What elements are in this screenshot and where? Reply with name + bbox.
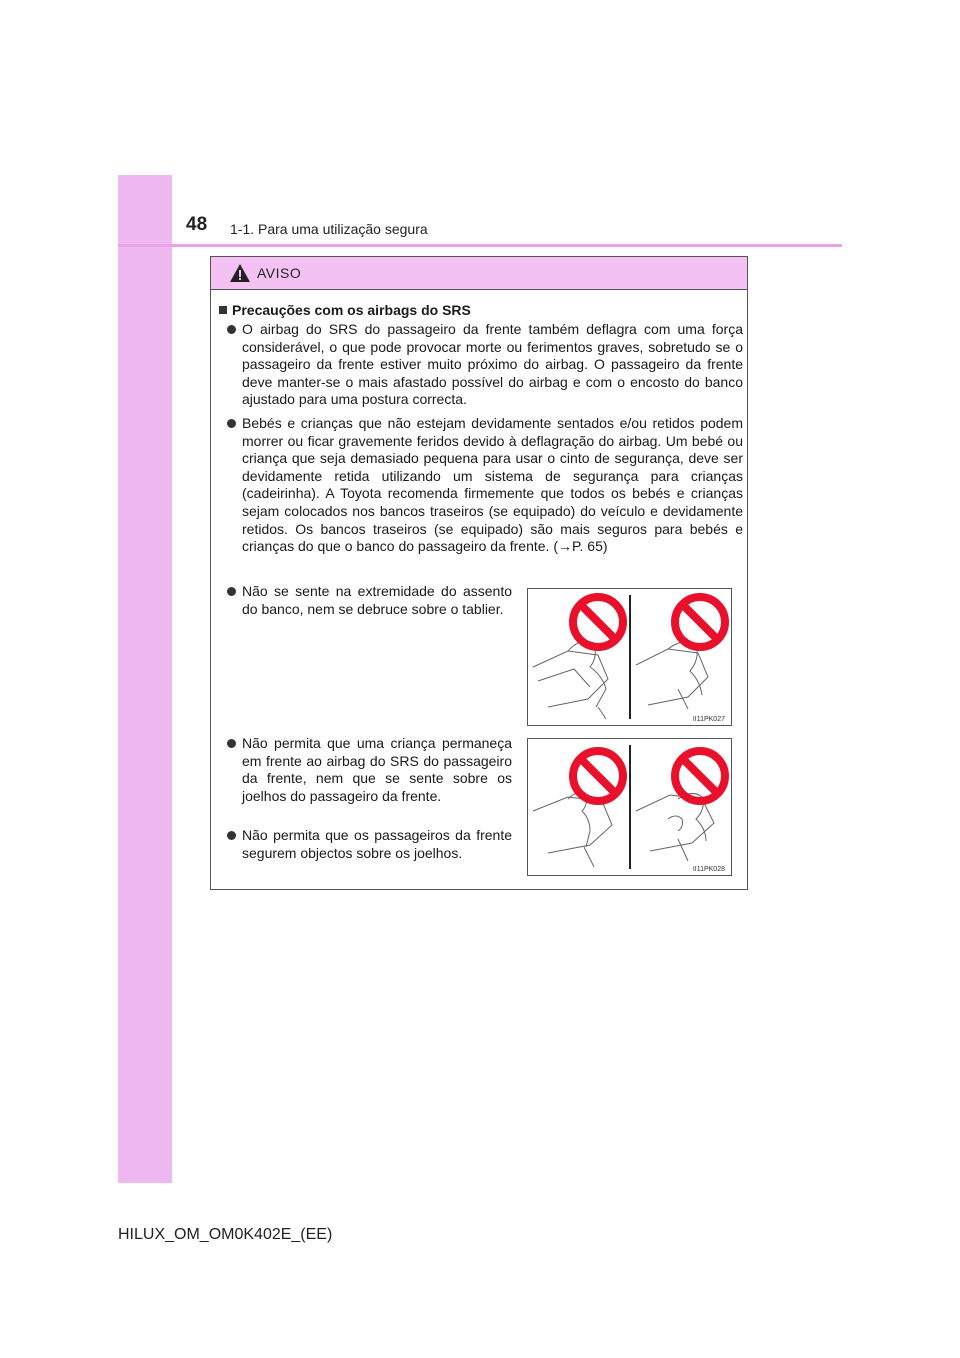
page-number: 48	[186, 214, 208, 235]
bullet-text: O airbag do SRS do passageiro da frente também deflagra com uma força considerável, o que pode provocar morte ou ferimentos graves, sobretudo se o passageiro da frente estiver muito próximo do airbag. O passageiro da frente deve manter-se o mais afastado possível do airbag e com o encosto do banco ajustado para uma postura correcta.	[242, 321, 743, 408]
warning-triangle-icon	[229, 263, 251, 283]
prohibited-icon	[573, 751, 623, 801]
bullet-text: Não se sente na extremidade do assento do banco, nem se debruce sobre o tablier.	[242, 583, 512, 617]
square-bullet-icon	[219, 306, 227, 314]
section-title: Precauções com os airbags do SRS	[232, 302, 471, 318]
bullet-text: Não permita que os passageiros da frente segurem objectos sobre os joelhos.	[242, 827, 512, 861]
header-rule	[118, 244, 842, 247]
bullet-text: Bebés e crianças que não estejam devidamente sentados e/ou retidos podem morrer ou ficar gravemente feridos devido à deflagração do airbag. Um bebé ou criança que seja demasiado pequena para usar o cinto de segurança, deve ser devidamente retida utilizando um sistema de segurança para crianças (cadeirinha). A Toyota recomenda firmemente que todos os bebés e crianças sejam colocados nos bancos traseiros (se equipado) do veículo e devidamente retidos. Os bancos traseiros (se equipado) são mais seguros para bebés e crianças do que o banco do passageiro da frente. (→P. 65)	[242, 415, 743, 555]
prohibited-icon	[675, 597, 725, 647]
chapter-title: 1-1. Para uma utilização segura	[230, 221, 428, 237]
figure-code: II11PK027	[692, 716, 725, 723]
bullet-dot-icon	[227, 325, 236, 334]
document-code: HILUX_OM_OM0K402E_(EE)	[118, 1226, 333, 1243]
prohibited-icon	[675, 751, 725, 801]
bullet-dot-icon	[227, 739, 236, 748]
list-item	[227, 735, 512, 805]
list-item	[227, 583, 512, 618]
bullet-dot-icon	[227, 831, 236, 840]
side-color-band	[118, 175, 172, 1183]
bullet-dot-icon	[227, 587, 236, 596]
prohibited-icon	[573, 597, 623, 647]
warning-box	[210, 256, 748, 890]
list-item	[227, 827, 512, 862]
bullet-text: Não permita que uma criança permaneça em frente ao airbag do SRS do passageiro da frente, nem que se sente sobre os joelhos do passageiro da frente.	[242, 735, 512, 804]
illustration-child-in-front	[527, 738, 732, 876]
section-heading	[219, 302, 471, 318]
figure-code: II11PK028	[692, 866, 725, 873]
warning-header	[211, 257, 747, 290]
list-item	[227, 415, 743, 556]
bullet-dot-icon	[227, 419, 236, 428]
illustration-sitting-too-close	[527, 588, 732, 726]
warning-label: AVISO	[257, 265, 302, 281]
list-item	[227, 321, 743, 409]
